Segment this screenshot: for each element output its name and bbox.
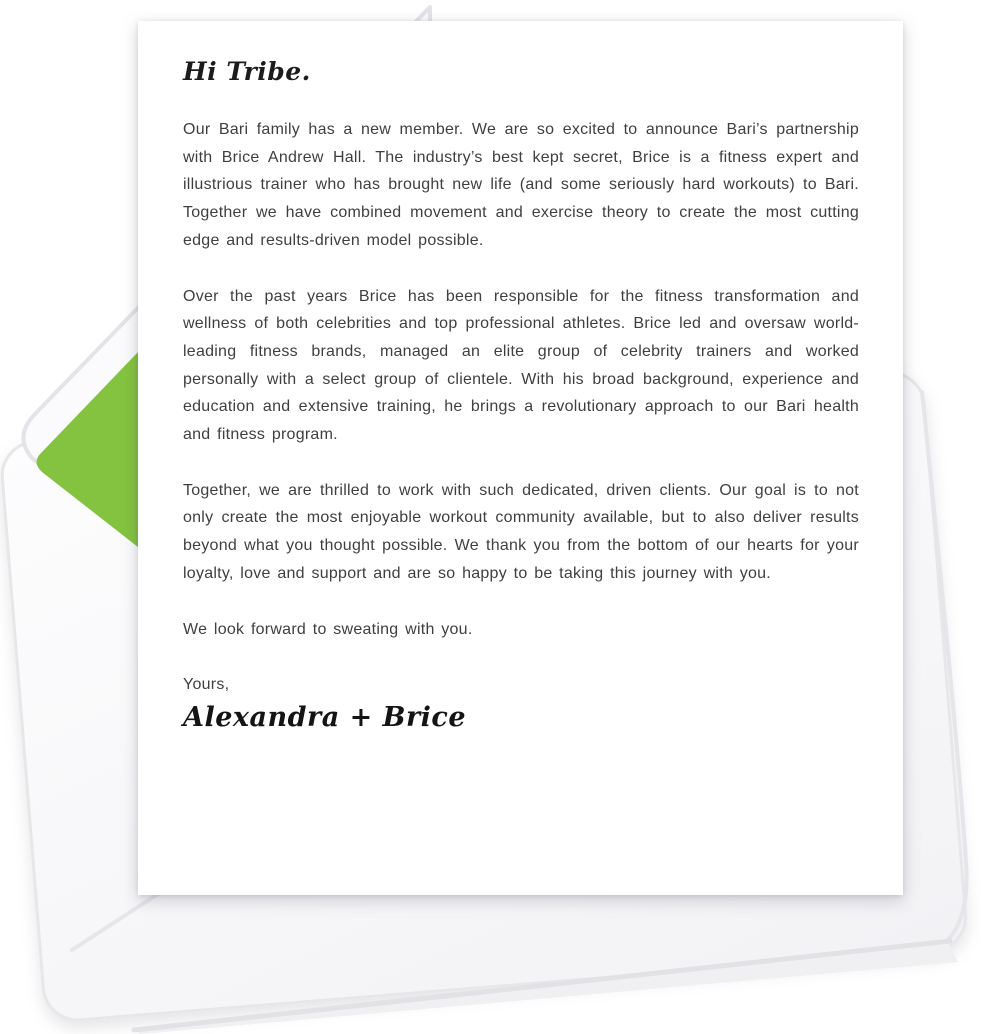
- letter-paragraph-4: We look forward to sweating with you.: [183, 620, 473, 638]
- letter-paragraph-2: Over the past years Brice has been responsible for the fitness transformation and wellness of both celebrities and top professional athletes. Brice led and oversaw world-leading fitness brands, managed an elite group of celebrity trainers and worked personally with a select group of clientele. With his broad background, experience and education and extensive training, he brings a revolutionary approach to our Bari health and fitness program.: [183, 287, 859, 444]
- letter-closing: Yours,: [183, 676, 230, 694]
- letter-greeting: Hi Tribe.: [183, 57, 311, 86]
- letter-signature: Alexandra + Brice: [183, 701, 467, 733]
- letter-paragraph-1: Our Bari family has a new member. We are so excited to announce Bari’s partnership with Brice Andrew Hall. The industry’s best kept secret, Brice is a fitness expert and illustrious trainer who has brought new life (and some seriously hard workouts) to Bari. Together we have combined movement and exercise theory to create the most cutting edge and results-driven model possible.: [183, 121, 859, 249]
- letter-paragraph-3: Together, we are thrilled to work with such dedicated, driven clients. Our goal is to not only create the most enjoyable workout community available, but to also deliver results beyond what you thought possible. We thank you from the bottom of our hearts for your loyalty, love and support and are so happy to be taking this journey with you.: [183, 481, 859, 582]
- letter-paper: [138, 21, 903, 895]
- envelope-bottom-crease: [134, 941, 950, 1030]
- envelope-right-crease: [922, 392, 967, 950]
